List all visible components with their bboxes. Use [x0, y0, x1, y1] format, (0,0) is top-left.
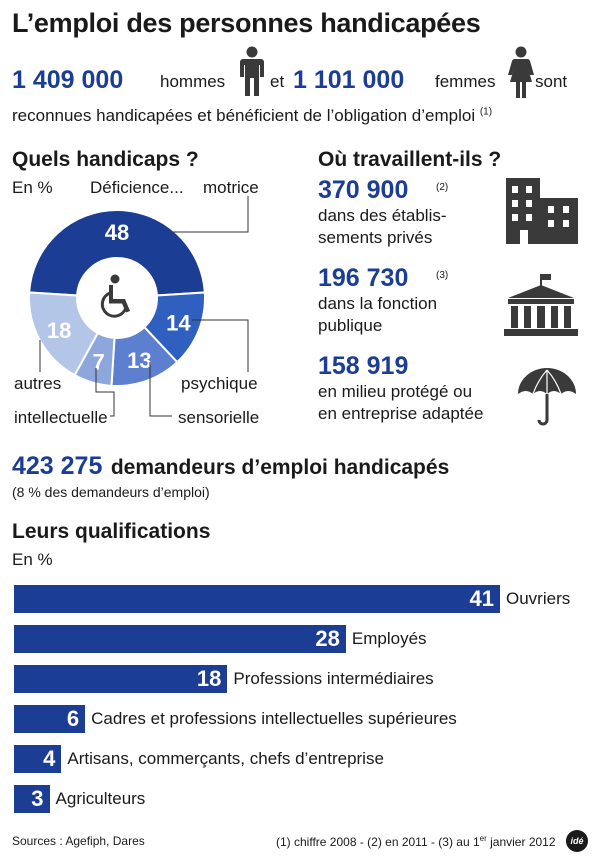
bar-value: 6 — [66, 706, 80, 731]
workplace-line2: sements privés — [318, 228, 433, 247]
pie-value-psychique: 14 — [166, 310, 191, 336]
bar-label: Ouvriers — [506, 589, 571, 608]
bar-label: Cadres et professions intellectuelles supérieures — [91, 709, 457, 728]
bar-label: Professions intermédiaires — [233, 669, 434, 688]
bar-label: Artisans, commerçants, chefs d’entreprise — [67, 749, 384, 768]
workplace-line1: dans des établis- — [318, 206, 447, 225]
workplace-note: (2) — [436, 182, 449, 193]
workplace-line2: en entreprise adaptée — [318, 404, 484, 423]
footer-notes-sup: er — [479, 834, 487, 843]
bar-1 — [14, 625, 346, 653]
workplace-value: 196 730 — [318, 264, 409, 292]
bar-4 — [14, 745, 61, 773]
qualifications-unit: En % — [12, 550, 53, 569]
bar-2 — [14, 665, 227, 693]
workplace-value: 158 919 — [318, 352, 409, 380]
bar-value: 3 — [31, 786, 44, 811]
handicaps-unit: En % — [12, 178, 53, 197]
jobseekers-label: demandeurs d’emploi handicapés — [110, 456, 450, 479]
handicaps-heading: Quels handicaps ? — [12, 148, 199, 171]
pie-value-sensorielle: 13 — [127, 348, 152, 374]
bar-0 — [14, 585, 500, 613]
bar-3 — [14, 705, 85, 733]
page-title: L’emploi des personnes handicapées — [12, 8, 481, 38]
bar-value: 18 — [196, 666, 222, 691]
pie-label-motrice: motrice — [203, 178, 259, 197]
men-label: hommes — [160, 72, 226, 91]
footer-notes-a: (1) chiffre 2008 - (2) en 2011 - (3) au 1 — [276, 835, 480, 849]
and-word: et — [270, 72, 285, 91]
pie-value-autres: 18 — [46, 317, 72, 343]
qualifications-heading: Leurs qualifications — [12, 520, 211, 543]
workplace-line2: publique — [318, 316, 383, 335]
workplace-line1: dans la fonction — [318, 294, 438, 313]
pie-label-intellectuelle: intellectuelle — [14, 408, 108, 427]
intro-line-2-text: reconnues handicapées et bénéficient de l’obligation d’emploi — [12, 106, 476, 125]
intro-note: (1) — [479, 106, 493, 118]
workplace-line1: en milieu protégé ou — [318, 382, 473, 401]
jobseekers-value: 423 275 — [12, 452, 103, 480]
workplace-note: (3) — [436, 270, 449, 281]
pie-value-motrice: 48 — [104, 220, 130, 245]
pie-label-autres: autres — [14, 374, 62, 393]
footer-sources: Sources : Agefiph, Dares — [12, 834, 145, 848]
workplaces-heading: Où travaillent-ils ? — [318, 148, 502, 171]
bar-value: 4 — [43, 746, 56, 771]
workplace-value: 370 900 — [318, 176, 409, 204]
pie-label-psychique: psychique — [181, 374, 258, 393]
deficience-label: Déficience... — [90, 178, 184, 197]
bar-value: 28 — [315, 626, 340, 651]
women-label: femmes — [435, 72, 496, 91]
footer-notes-b: janvier 2012 — [486, 835, 556, 849]
bar-label: Employés — [351, 629, 427, 648]
pie-value-intellectuelle: 7 — [92, 349, 105, 375]
pie-label-sensorielle: sensorielle — [178, 408, 260, 427]
men-value: 1 409 000 — [12, 66, 124, 94]
bar-value: 41 — [469, 586, 494, 611]
tail-word: sont — [535, 72, 568, 91]
footer-notes — [276, 834, 556, 849]
women-value: 1 101 000 — [293, 66, 405, 94]
bar-label: Agriculteurs — [55, 789, 146, 808]
ide-logo: idé — [566, 830, 588, 852]
jobseekers-sub: (8 % des demandeurs d’emploi) — [12, 484, 210, 500]
bar-5 — [14, 785, 50, 813]
